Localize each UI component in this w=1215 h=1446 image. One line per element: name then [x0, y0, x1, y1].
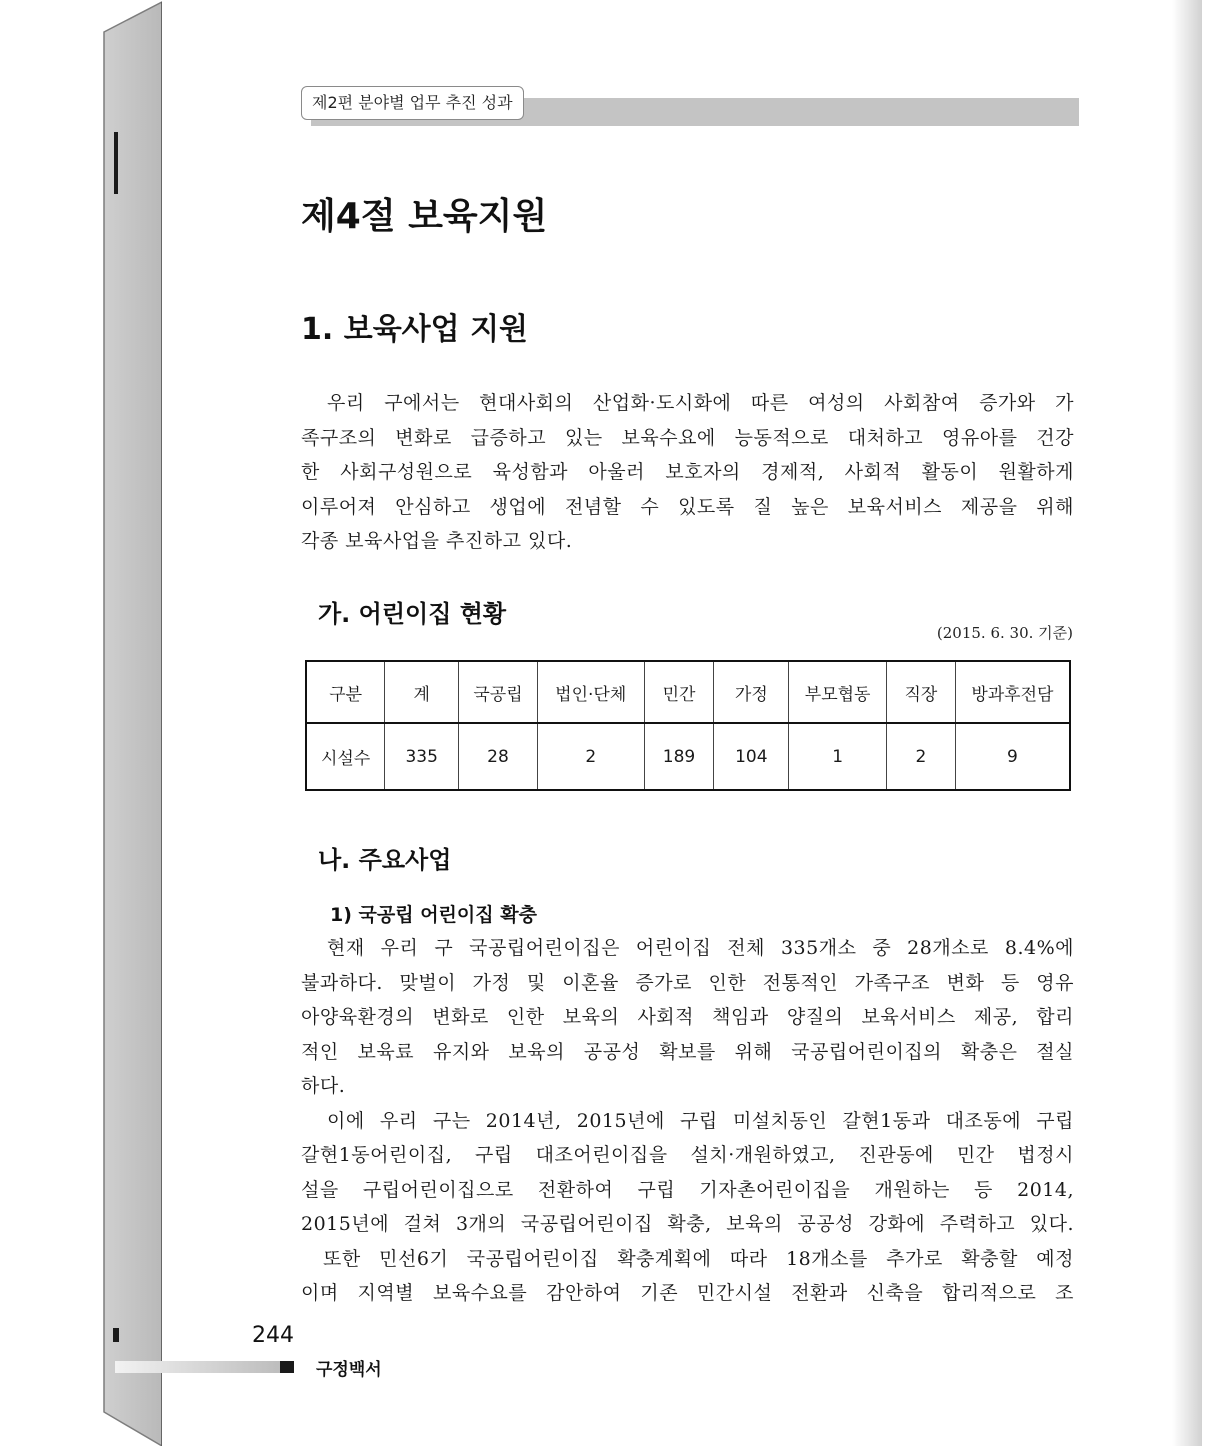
- table-cell: 104: [714, 723, 789, 790]
- table-header-cell: 가정: [714, 661, 789, 723]
- intro-line: 각종 보육사업을 추진하고 있다.: [301, 530, 573, 552]
- table-cell: 2: [537, 723, 644, 790]
- page-number: 244: [252, 1323, 294, 1348]
- body-line: 하다.: [301, 1075, 346, 1097]
- body-line: 현재 우리 구 국공립어린이집은 어린이집 전체 335개소 중 28개소로 8.4%에: [327, 937, 1074, 959]
- intro-line: 이루어져 안심하고 생업에 전념할 수 있도록 질 높은 보육서비스 제공을 위해: [301, 495, 1074, 518]
- chapter-label: 제2편 분야별 업무 추진 성과: [301, 86, 524, 120]
- reference-date: (2015. 6. 30. 기준): [936, 624, 1073, 642]
- table-header-cell: 방과후전담: [955, 661, 1070, 723]
- body-line: 이에 우리 구는 2014년, 2015년에 구립 미설치동인 갈현1동과 대조동에 구립: [327, 1109, 1074, 1132]
- body-line: 갈현1동어린이집, 구립 대조어린이집을 설치·개원하였고, 진관동에 민간 법정시: [301, 1144, 1074, 1166]
- heading-daycare-status: 가. 어린이집 현황: [318, 600, 507, 628]
- intro-line: 족구조의 변화로 급증하고 있는 보육수요에 능동적으로 대처하고 영유아를 건강: [301, 426, 1074, 449]
- body-line: 아양육환경의 변화로 인한 보육의 사회적 책임과 양질의 보육서비스 제공, 합리: [301, 1006, 1074, 1028]
- page-edge-shadow: [1172, 0, 1202, 1446]
- table-cell: 28: [459, 723, 538, 790]
- table-cell: 시설수: [306, 723, 385, 790]
- intro-line: 한 사회구성원으로 육성함과 아울러 보호자의 경제적, 사회적 활동이 원활하게: [301, 461, 1074, 483]
- table-cell: 9: [955, 723, 1070, 790]
- daycare-stats-table: [305, 660, 1071, 791]
- subsection-title: 1. 보육사업 지원: [301, 312, 529, 347]
- item-heading: 1) 국공립 어린이집 확충: [330, 904, 537, 926]
- heading-major-projects: 나. 주요사업: [318, 846, 452, 874]
- table-cell: 335: [385, 723, 459, 790]
- table-cell: 1: [789, 723, 887, 790]
- table-row: [306, 723, 1070, 790]
- table-header-cell: 법인·단체: [537, 661, 644, 723]
- body-paragraph: [301, 931, 1074, 1311]
- footer-block: [280, 1361, 294, 1373]
- table-cell: 2: [886, 723, 955, 790]
- table-cell: 189: [644, 723, 714, 790]
- body-line: 또한 민선6기 국공립어린이집 확충계획에 따라 18개소를 추가로 확충할 예정: [323, 1247, 1074, 1270]
- table-header-cell: 민간: [644, 661, 714, 723]
- body-line: 적인 보육료 유지와 보육의 공공성 확보를 위해 국공립어린이집의 확충은 절실: [301, 1040, 1074, 1063]
- table-header-row: [306, 661, 1070, 723]
- intro-line: 우리 구에서는 현대사회의 산업화·도시화에 따른 여성의 사회참여 증가와 가: [327, 392, 1074, 414]
- table-header-cell: 국공립: [459, 661, 538, 723]
- body-line: 이며 지역별 보육수요를 감안하여 기존 민간시설 전환과 신축을 합리적으로 조: [301, 1282, 1074, 1304]
- table-header-cell: 계: [385, 661, 459, 723]
- body-line: 불과하다. 맞벌이 가정 및 이혼율 증가로 인한 전통적인 가족구조 변화 등 영유: [301, 971, 1074, 994]
- body-line: 2015년에 걸쳐 3개의 국공립어린이집 확충, 보육의 공공성 강화에 주력하고 있다.: [301, 1213, 1074, 1235]
- body-line: 설을 구립어린이집으로 전환하여 구립 기자촌어린이집을 개원하는 등 2014,: [301, 1178, 1074, 1201]
- table-header-cell: 부모협동: [789, 661, 887, 723]
- book-title: 구정백서: [316, 1360, 382, 1380]
- section-title: 제4절 보육지원: [301, 196, 548, 237]
- intro-paragraph: [301, 386, 1074, 559]
- table-header-cell: 구분: [306, 661, 385, 723]
- footer-bar: [115, 1361, 280, 1373]
- table-header-cell: 직장: [886, 661, 955, 723]
